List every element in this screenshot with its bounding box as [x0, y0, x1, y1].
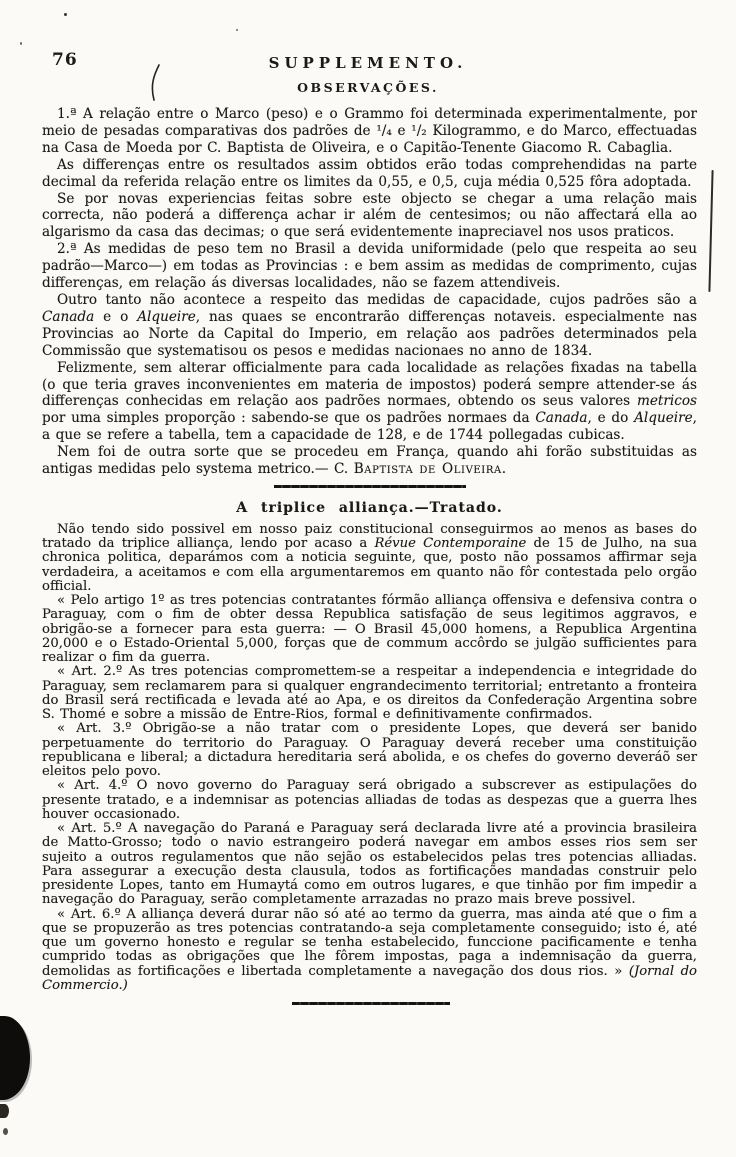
ink-speck: [3, 1128, 8, 1135]
scan-speck: [64, 13, 67, 16]
section-divider-rule: [274, 485, 466, 488]
text-column: [42, 106, 697, 1005]
paragraph: Outro tanto não acontece a respeito das medidas de capacidade, cujos padrões são a Canada e o Alqueire, nas quaes se encontrarão differenças notaveis. especialmente nas Provincias ao Norte da Capital do Imperio, em relação aos padrões determinados pela Commissão que systematisou os pesos e medidas nacionaes no anno de 1834.: [42, 291, 698, 359]
section-tratado-title: A triplice alliança.—Tratado.: [236, 499, 503, 516]
paragraph: « Pelo artigo 1º as tres potencias contratantes fórmão alliança offensiva e defensiva contra o Paraguay, com o fim de obter dessa Republica satisfação de seus legitimos aggravos, e obrigão-se a fornecer para esta guerra: — O Brasil 45,000 homens, a Republica Argentina 20,000 e o Estado-Oriental 5,000, forças que de commum accôrdo se julgão sufficientes para realizar o fim da guerra.: [42, 593, 697, 666]
paragraph: « Art. 3.º Obrigão-se a não tratar com o presidente Lopes, que deverá ser banido perpetuamente do territorio do Paraguay. O Paraguay deverá receber uma constituição republicana e liberal; a dictadura hereditaria será abolida, e os chefes do governo deveráõ ser eleitos pelo povo.: [42, 721, 697, 780]
italic-run: Canada: [535, 410, 588, 427]
ink-blot: [0, 1016, 30, 1100]
paragraph: « Art. 6.º A alliança deverá durar não só até ao termo da guerra, mas ainda até que o fim a que se propuzerão as tres potencias contratando-a seja completamente conseguido; isto é, até que um governo honesto e regular se tenha estabelecido, funccione pacificamente e tenha cumprido todas as obrigações que lhe fôrem impostas, paga a indemnisação da guerra, demolidas as fortificações e libertada completamente a navegação dos dous rios. » (Jornal do Commercio.): [42, 906, 697, 993]
italic-run: Révue Contemporaine: [374, 536, 527, 552]
section-observacoes-title: OBSERVAÇÕES.: [297, 80, 439, 95]
paragraph: Felizmente, sem alterar officialmente para cada localidade as relações fixadas na tabella (o que teria graves inconvenientes em materia de impostos) poderá sempre attender-se ás differenças conhecidas em relação aos padrões normaes, obtendo os seus valores metricos por uma simples proporção : sabendo-se que os padrões normaes da Canada, e do Alqueire, a que se refere a tabella, tem a capacidade de 128, e de 1744 pollegadas cubicas.: [42, 359, 697, 444]
section-tratado: [42, 523, 697, 993]
scan-speck: [236, 29, 238, 31]
ink-speck: [0, 1104, 9, 1118]
italic-run: metricos: [636, 393, 697, 410]
end-divider-rule: [292, 1002, 450, 1005]
paragraph: 1.ª A relação entre o Marco (peso) e o Grammo foi determinada experimentalmente, por meio de pesadas comparativas dos padrões de ¹/₄ e ¹/₂ Kilogrammo, e do Marco, effectuadas na Casa de Moeda por C. Baptista de Oliveira, e o Capitão-Tenente Giacomo R. Cabaglia.: [42, 106, 697, 156]
paragraph: Nem foi de outra sorte que se procedeu em França, quando ahi forão substituidas as antigas medidas pelo systema metrico.— C. Baptista de Oliveira.: [42, 444, 697, 478]
italic-run: Alqueire: [634, 410, 693, 427]
paragraph: « Art. 5.º A navegação do Paraná e Paraguay será declarada livre até a provincia brasileira de Matto-Grosso; todo o navio estrangeiro poderá navegar em ambos esses rios sem ser sujeito a outros regulamentos que não sejão os estabelecidos pelas tres potencias alliadas. Para assegurar a execução desta clausula, todos as fortificações mandadas construir pelo presidente Lopes, tanto em Humaytá como em outros lugares, e que tinhão por fim impedir a navegação do Paraguay, serão completamente arrazadas no prazo mais breve possivel.: [42, 821, 697, 908]
italic-run: Alqueire: [137, 308, 196, 325]
paragraph: « Art. 4.º O novo governo do Paraguay será obrigado a subscrever as estipulações do presente tratado, e a indemnisar as potencias alliadas de todas as despezas que a guerra lhes houver occasionado.: [42, 778, 697, 822]
italic-run: Canada: [42, 308, 95, 325]
italic-run: (Jornal do Commercio.): [42, 963, 697, 993]
paragraph: Se por novas experiencias feitas sobre este objecto se chegar a uma relação mais correcta, não poderá a differença achar ir além de centesimos; ou não affectará ella ao algarismo da casa das decimas; o que será evidentemente inapreciavel nos usos praticos.: [42, 190, 697, 241]
paragraph: As differenças entre os resultados assim obtidos erão todas comprehendidas na parte decimal da referida relação entre os limites da 0,55, e 0,5, cuja média 0,525 fôra adoptada.: [42, 156, 697, 190]
page-title: SUPPLEMENTO.: [268, 54, 468, 72]
paragraph: Não tendo sido possivel em nosso paiz constitucional conseguirmos ao menos as bases do tratado da triplice alliança, lendo por acaso a Révue Contemporaine de 15 de Julho, na sua chronica politica, deparámos com a noticia seguinte, que, posto não possamos affirmar seja verdadeira, a aceitamos e com ella argumentaremos em quanto não fôr contestada pelo orgão official.: [42, 521, 697, 594]
stray-pen-mark: [146, 64, 168, 106]
page-number: 76: [52, 50, 78, 70]
scan-speck: [20, 42, 22, 45]
section-observacoes: [42, 106, 697, 478]
paragraph: « Art. 2.º As tres potencias compromettem-se a respeitar a independencia e integridade do Paraguay, sem reclamarem para si qualquer engrandecimento territorial; entretanto a fronteira do Brasil será rectificada e levada até ao Apa, e os direitos da Confederação Argentina sobre S. Thomé e sobre a missão de Entre-Rios, formal e definitivamente confirmados.: [42, 664, 697, 723]
paragraph: 2.ª As medidas de peso tem no Brasil a devida uniformidade (pelo que respeita ao seu padrão—Marco—) em todas as Provincias : e bem assim as medidas de comprimento, cujas differenças, em relação ás diversas localidades, não se fazem attendiveis.: [42, 241, 697, 292]
scan-edge-artifact: [708, 170, 713, 292]
smallcaps-run: Baptista de Oliveira: [353, 461, 502, 478]
